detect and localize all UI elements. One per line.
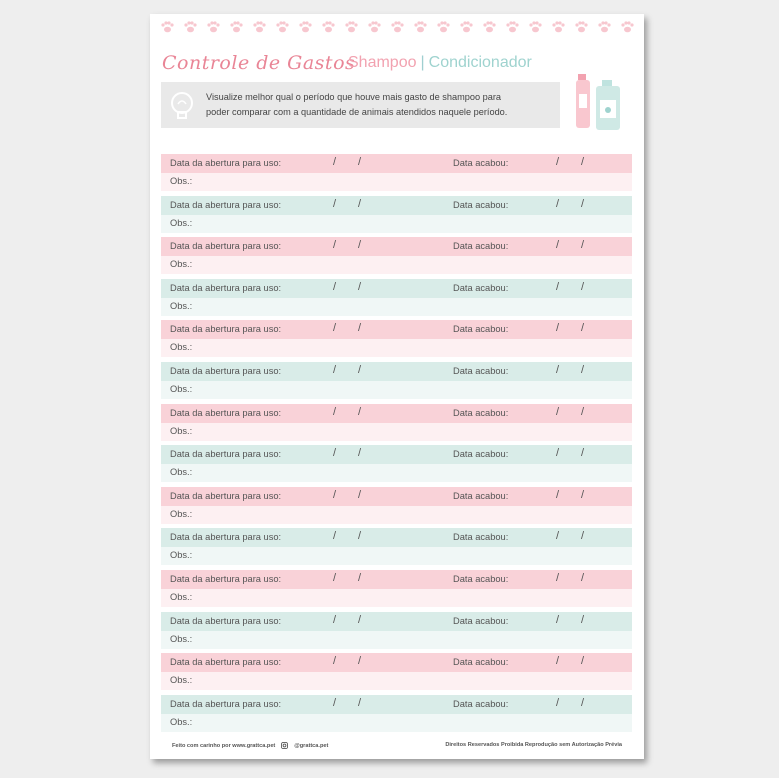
entry-notes[interactable] bbox=[161, 714, 632, 732]
entry-notes[interactable] bbox=[161, 423, 632, 441]
entry-dates bbox=[161, 445, 632, 464]
open-date-field[interactable]: / bbox=[333, 530, 337, 543]
open-date-label: Data da abertura para uso: bbox=[170, 158, 282, 168]
open-date-label: Data da abertura para uso: bbox=[170, 241, 282, 252]
obs-label: Obs.: bbox=[170, 176, 193, 186]
end-date-label: Data acabou: bbox=[453, 324, 509, 335]
open-date-label: Data da abertura para uso: bbox=[170, 199, 282, 210]
end-date-field[interactable]: / bbox=[581, 696, 585, 709]
open-date-label: Data da abertura para uso: bbox=[170, 490, 282, 501]
end-date-field[interactable]: / bbox=[581, 322, 585, 335]
end-date-field[interactable]: / bbox=[556, 280, 560, 293]
entry-row bbox=[161, 570, 632, 612]
spreadsheet-page bbox=[150, 14, 644, 759]
open-date-label: Data da abertura para uso: bbox=[170, 449, 282, 460]
entry-row bbox=[161, 404, 632, 446]
open-date-label: Data da abertura para uso: bbox=[170, 532, 282, 543]
end-date-field[interactable]: / bbox=[556, 696, 560, 709]
end-date-field[interactable]: / bbox=[556, 363, 560, 376]
open-date-field[interactable]: / bbox=[333, 239, 337, 252]
end-date-field[interactable]: / bbox=[556, 488, 560, 501]
obs-label: Obs.: bbox=[170, 716, 193, 727]
entry-row bbox=[161, 487, 632, 529]
paw-icon bbox=[206, 20, 220, 34]
paw-icon bbox=[574, 20, 588, 34]
paw-icon bbox=[344, 20, 358, 34]
open-date-field[interactable]: / bbox=[358, 322, 362, 335]
open-date-field[interactable]: / bbox=[358, 447, 362, 460]
entry-list bbox=[161, 154, 632, 736]
entry-row bbox=[161, 320, 632, 362]
entry-notes[interactable] bbox=[161, 506, 632, 524]
paw-icon bbox=[620, 20, 634, 34]
paw-icon bbox=[275, 20, 289, 34]
open-date-field[interactable]: / bbox=[358, 655, 362, 668]
title-separator: | bbox=[420, 54, 425, 71]
shampoo-label: Shampoo bbox=[348, 54, 417, 71]
end-date-label: Data acabou: bbox=[453, 407, 509, 418]
entry-row bbox=[161, 154, 632, 196]
open-date-field[interactable]: / bbox=[333, 655, 337, 668]
end-date-label: Data acabou: bbox=[453, 241, 509, 252]
entry-dates bbox=[161, 404, 632, 423]
open-date-label: Data da abertura para uso: bbox=[170, 324, 282, 335]
open-date-field[interactable]: / bbox=[333, 363, 337, 376]
paw-icon bbox=[183, 20, 197, 34]
entry-dates bbox=[161, 695, 632, 714]
entry-dates bbox=[161, 154, 632, 173]
open-date-field[interactable]: / bbox=[333, 571, 337, 584]
end-date-field[interactable]: / bbox=[581, 280, 585, 293]
obs-label: Obs.: bbox=[170, 383, 193, 394]
entry-notes[interactable] bbox=[161, 464, 632, 482]
end-date-label: Data acabou: bbox=[453, 615, 509, 626]
open-date-field[interactable]: / bbox=[358, 696, 362, 709]
open-date-field[interactable]: / bbox=[358, 239, 362, 252]
open-date-field[interactable]: / bbox=[358, 488, 362, 501]
product-title bbox=[348, 54, 532, 72]
end-date-field[interactable]: / bbox=[581, 571, 585, 584]
entry-dates bbox=[161, 528, 632, 547]
end-date-field[interactable]: / bbox=[556, 530, 560, 543]
open-date-field[interactable]: / bbox=[333, 447, 337, 460]
entry-notes[interactable] bbox=[161, 215, 632, 233]
end-date-field[interactable]: / bbox=[556, 156, 560, 168]
end-date-label: Data acabou: bbox=[453, 532, 509, 543]
paw-border bbox=[160, 20, 634, 36]
end-date-field[interactable]: / bbox=[581, 530, 585, 543]
paw-icon bbox=[229, 20, 243, 34]
end-date-label: Data acabou: bbox=[453, 282, 509, 293]
end-date-field[interactable]: / bbox=[556, 405, 560, 418]
instagram-handle: @grattca.pet bbox=[294, 742, 329, 749]
end-date-field[interactable]: / bbox=[556, 239, 560, 252]
end-date-field[interactable]: / bbox=[581, 488, 585, 501]
entry-dates bbox=[161, 487, 632, 506]
end-date-field[interactable]: / bbox=[581, 613, 585, 626]
paw-icon bbox=[390, 20, 404, 34]
end-date-field[interactable]: / bbox=[556, 571, 560, 584]
paw-icon bbox=[413, 20, 427, 34]
open-date-field[interactable]: / bbox=[333, 197, 337, 210]
obs-label: Obs.: bbox=[170, 300, 193, 311]
info-line-1: Visualize melhor qual o período que houve mais gasto de shampoo para bbox=[206, 92, 502, 102]
end-date-label: Data acabou: bbox=[453, 199, 509, 210]
end-date-field[interactable]: / bbox=[581, 363, 585, 376]
end-date-label: Data acabou: bbox=[453, 573, 509, 584]
footer-credit-text: Feito com carinho por www.grattca.pet bbox=[172, 742, 276, 749]
footer-credit bbox=[172, 742, 328, 749]
end-date-field[interactable]: / bbox=[581, 405, 585, 418]
obs-label: Obs.: bbox=[170, 259, 193, 270]
open-date-label: Data da abertura para uso: bbox=[170, 657, 282, 668]
obs-label: Obs.: bbox=[170, 675, 193, 686]
lightbulb-icon bbox=[165, 88, 199, 122]
entry-notes[interactable] bbox=[161, 631, 632, 649]
obs-label: Obs.: bbox=[170, 425, 193, 436]
end-date-field[interactable]: / bbox=[556, 613, 560, 626]
entry-row bbox=[161, 445, 632, 487]
entry-row bbox=[161, 612, 632, 654]
paw-icon bbox=[298, 20, 312, 34]
obs-label: Obs.: bbox=[170, 591, 193, 602]
open-date-field[interactable]: / bbox=[358, 530, 362, 543]
paw-icon bbox=[321, 20, 335, 34]
entry-notes[interactable] bbox=[161, 589, 632, 607]
conditioner-label: Condicionador bbox=[428, 54, 532, 71]
entry-row bbox=[161, 237, 632, 279]
open-date-field[interactable]: / bbox=[333, 322, 337, 335]
entry-dates bbox=[161, 362, 632, 381]
entry-row bbox=[161, 528, 632, 570]
end-date-field[interactable]: / bbox=[581, 197, 585, 210]
end-date-field[interactable]: / bbox=[556, 447, 560, 460]
paw-icon bbox=[436, 20, 450, 34]
entry-notes[interactable] bbox=[161, 547, 632, 565]
end-date-field[interactable]: / bbox=[581, 447, 585, 460]
paw-icon bbox=[367, 20, 381, 34]
end-date-field[interactable]: / bbox=[581, 239, 585, 252]
footer-rights: Direitos Reservados Proibida Reprodução sem Autorização Prévia bbox=[445, 742, 622, 748]
obs-label: Obs.: bbox=[170, 633, 193, 644]
entry-dates bbox=[161, 320, 632, 339]
end-date-field[interactable]: / bbox=[556, 322, 560, 335]
open-date-field[interactable]: / bbox=[358, 405, 362, 418]
open-date-field[interactable]: / bbox=[333, 613, 337, 626]
open-date-label: Data da abertura para uso: bbox=[170, 698, 282, 709]
obs-label: Obs.: bbox=[170, 550, 193, 561]
entry-row bbox=[161, 695, 632, 737]
entry-row bbox=[161, 362, 632, 404]
info-box bbox=[161, 82, 560, 128]
open-date-label: Data da abertura para uso: bbox=[170, 282, 282, 293]
entry-row bbox=[161, 279, 632, 321]
info-text bbox=[206, 90, 556, 120]
end-date-field[interactable]: / bbox=[581, 655, 585, 668]
end-date-label: Data acabou: bbox=[453, 158, 509, 168]
entry-row bbox=[161, 196, 632, 238]
open-date-field[interactable]: / bbox=[358, 613, 362, 626]
entry-notes[interactable] bbox=[161, 298, 632, 316]
entry-dates bbox=[161, 279, 632, 298]
end-date-label: Data acabou: bbox=[453, 698, 509, 709]
open-date-label: Data da abertura para uso: bbox=[170, 407, 282, 418]
open-date-field[interactable]: / bbox=[333, 696, 337, 709]
paw-icon bbox=[597, 20, 611, 34]
open-date-label: Data da abertura para uso: bbox=[170, 615, 282, 626]
end-date-label: Data acabou: bbox=[453, 657, 509, 668]
end-date-label: Data acabou: bbox=[453, 449, 509, 460]
open-date-field[interactable]: / bbox=[333, 488, 337, 501]
end-date-field[interactable]: / bbox=[556, 655, 560, 668]
page-title: Controle de Gastos bbox=[162, 52, 356, 74]
end-date-field[interactable]: / bbox=[581, 156, 585, 168]
paw-icon bbox=[551, 20, 565, 34]
entry-dates bbox=[161, 570, 632, 589]
entry-dates bbox=[161, 653, 632, 672]
obs-label: Obs.: bbox=[170, 217, 193, 228]
entry-notes[interactable] bbox=[161, 173, 632, 191]
end-date-label: Data acabou: bbox=[453, 365, 509, 376]
obs-label: Obs.: bbox=[170, 342, 193, 353]
open-date-field[interactable]: / bbox=[333, 156, 337, 168]
paw-icon bbox=[505, 20, 519, 34]
obs-label: Obs.: bbox=[170, 508, 193, 519]
open-date-field[interactable]: / bbox=[358, 363, 362, 376]
paw-icon bbox=[482, 20, 496, 34]
info-line-2: poder comparar com a quantidade de animais atendidos naquele período. bbox=[206, 107, 508, 117]
entry-dates bbox=[161, 196, 632, 215]
end-date-label: Data acabou: bbox=[453, 490, 509, 501]
end-date-field[interactable]: / bbox=[556, 197, 560, 210]
open-date-label: Data da abertura para uso: bbox=[170, 365, 282, 376]
entry-dates bbox=[161, 612, 632, 631]
open-date-field[interactable]: / bbox=[358, 280, 362, 293]
open-date-field[interactable]: / bbox=[358, 156, 362, 168]
entry-notes[interactable] bbox=[161, 339, 632, 357]
open-date-field[interactable]: / bbox=[333, 405, 337, 418]
entry-dates bbox=[161, 237, 632, 256]
instagram-icon bbox=[281, 742, 288, 749]
open-date-field[interactable]: / bbox=[358, 571, 362, 584]
paw-icon bbox=[528, 20, 542, 34]
entry-notes[interactable] bbox=[161, 672, 632, 690]
paw-icon bbox=[459, 20, 473, 34]
entry-notes[interactable] bbox=[161, 256, 632, 274]
open-date-field[interactable]: / bbox=[358, 197, 362, 210]
obs-label: Obs.: bbox=[170, 467, 193, 478]
open-date-label: Data da abertura para uso: bbox=[170, 573, 282, 584]
paw-icon bbox=[252, 20, 266, 34]
entry-row bbox=[161, 653, 632, 695]
paw-icon bbox=[160, 20, 174, 34]
shampoo-bottles-icon bbox=[572, 72, 628, 132]
open-date-field[interactable]: / bbox=[333, 280, 337, 293]
entry-notes[interactable] bbox=[161, 381, 632, 399]
